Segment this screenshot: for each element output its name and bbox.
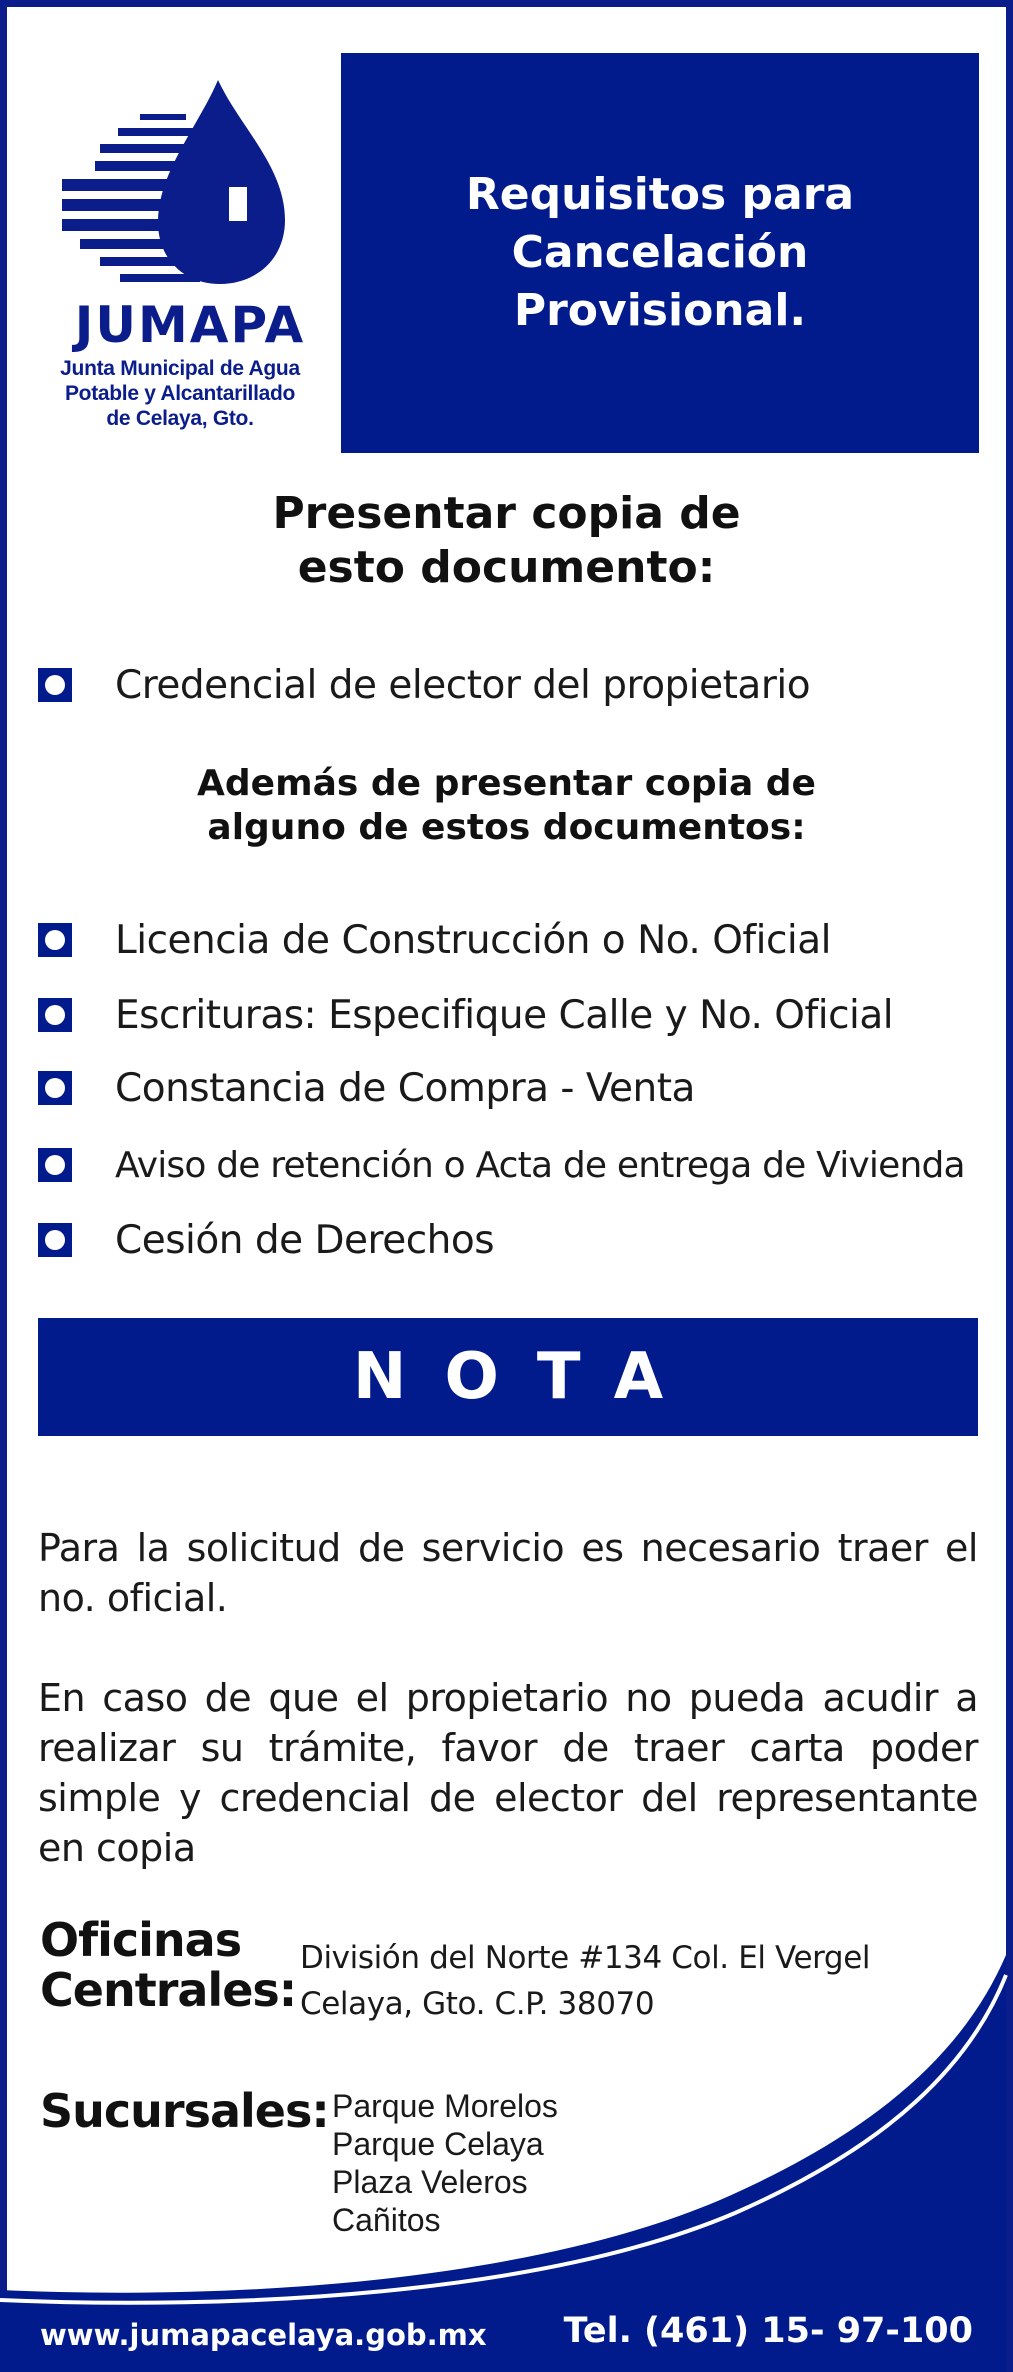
title-line: Cancelación — [511, 227, 809, 278]
title-line: Provisional. — [513, 285, 807, 336]
website-link[interactable]: www.jumapacelaya.gob.mx — [40, 2318, 487, 2352]
heading-line: esto documento: — [297, 542, 716, 593]
heading-line: alguno de estos documentos: — [207, 807, 806, 848]
heading-line: Además de presentar copia de — [197, 763, 816, 804]
heading-line: Centrales: — [40, 1963, 297, 2017]
note-paragraph: Para la solicitud de servicio es necesario traer el no. oficial. — [38, 1526, 978, 1620]
requirement-text: Aviso de retención o Acta de entrega de Vivienda — [115, 1144, 965, 1186]
branch-item: Cañitos — [332, 2202, 441, 2238]
nota-banner: NOTA — [38, 1318, 978, 1436]
requirement-text: Constancia de Compra - Venta — [115, 1065, 695, 1111]
address-line: División del Norte #134 Col. El Vergel — [300, 1940, 871, 1976]
branches-heading: Sucursales: — [40, 2084, 329, 2138]
heading-line: Presentar copia de — [272, 488, 741, 539]
note-paragraph: En caso de que el propietario no pueda acudir a realizar su trámite, favor de traer carta poder simple y credencial de elector del representante en copia — [38, 1676, 978, 1870]
requirement-text: Licencia de Construcción o No. Oficial — [115, 917, 831, 963]
branch-item: Plaza Veleros — [332, 2164, 528, 2200]
requirement-text: Cesión de Derechos — [115, 1217, 495, 1263]
requirement-text: Credencial de elector del propietario — [115, 662, 811, 708]
heading-line: Oficinas — [40, 1913, 242, 1967]
org-line: Potable y Alcantarillado — [64, 382, 296, 405]
address-line: Celaya, Gto. C.P. 38070 — [300, 1986, 655, 2022]
org-line: Junta Municipal de Agua — [60, 357, 300, 380]
phone-number: Tel. (461) 15- 97-100 — [563, 2311, 973, 2351]
brand-text: JUMAPA — [74, 296, 306, 354]
title-line: Requisitos para — [465, 169, 855, 220]
branch-item: Parque Morelos — [332, 2088, 558, 2124]
branch-item: Parque Celaya — [332, 2126, 544, 2162]
requirement-text: Escrituras: Especifique Calle y No. Oficial — [115, 992, 894, 1038]
org-line: de Celaya, Gto. — [106, 407, 254, 430]
